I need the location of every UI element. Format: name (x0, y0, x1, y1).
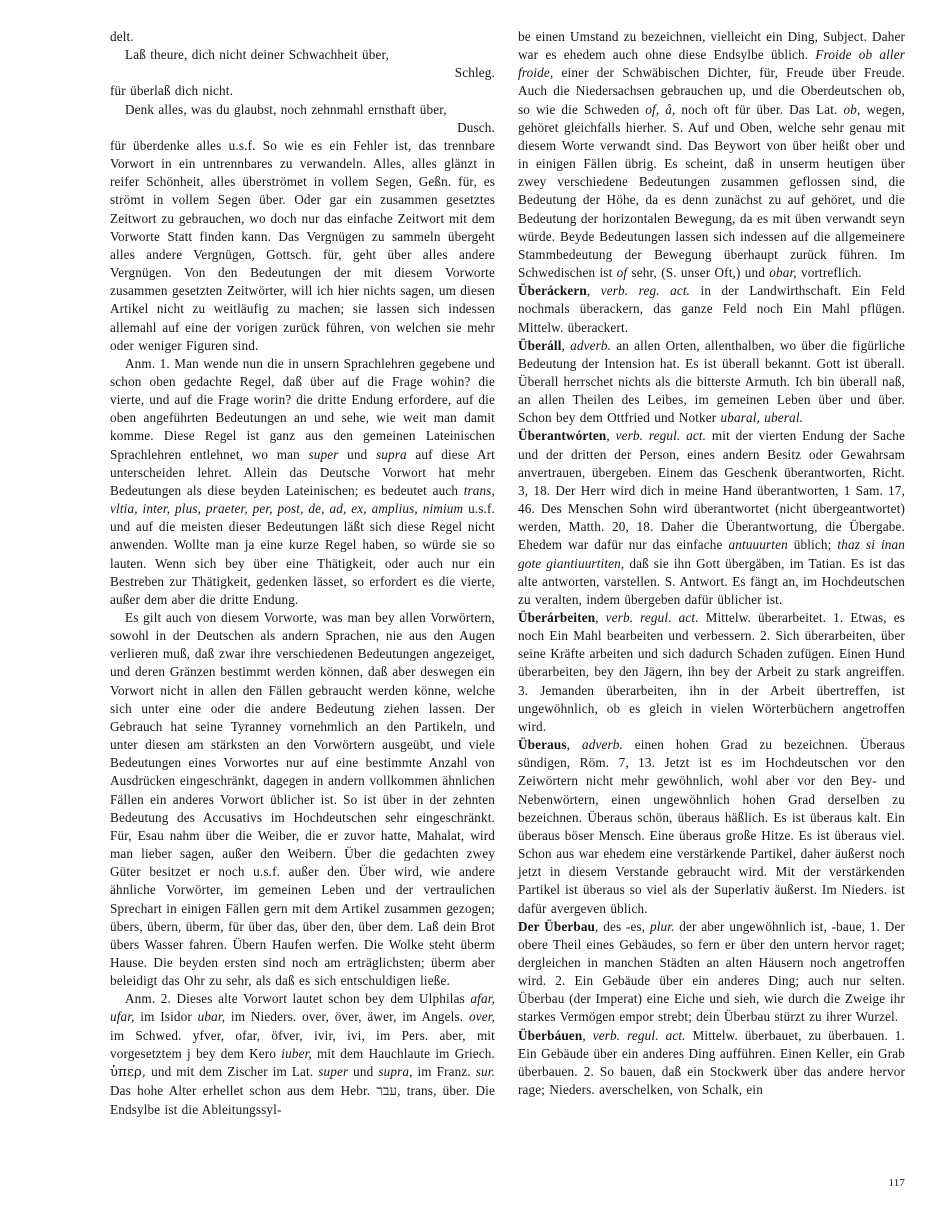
entry-ueberantworten: Überantwórten, verb. regul. act. mit der vierten Endung der Sache und der dritten der Person, eines andern Besitz oder Gewahrsam anvertrauen, übergeben. Einem das Geschenk überantworten, Richt. 3, 18. Der Herr wird dich in meine Hand überantworten, 1 Sam. 17, 46. Des Menschen Sohn wird überantwortet (nicht übergeantwortet) werden, Matth. 20, 18. Daher die Überantwortung, die Übergabe. Ehedem war dafür nur das einfache antuuurten üblich; thaz si inan gote giantiuurtiten, daß sie ihn Gott übergäben, im Tatian. Es ist das alte antworten, varstellen. S. Antwort. Es fängt an, im Hochdeutschen zu veralten, indem übergeben dafür üblicher ist. (518, 428, 906, 607)
quote-source: Dusch. (457, 119, 495, 135)
hebrew-word: עבר (376, 1084, 398, 1100)
old-quote: Froide ob aller froide, (518, 47, 905, 81)
quote-source: Schleg. (454, 65, 495, 81)
page-number: 117 (888, 1177, 905, 1189)
entry-text: mit der vierten Endung der Sache und der dritten der Person, eines andern Besitz oder Gewahrsam anvertrauen, übergeben. Einem das Geschenk überantworten, Richt. 3, 18. Der Herr wird dich in meine Hand überantworten, 1 Sam. 17, 46. Des Menschen Sohn wird überantwortet (nicht übergeantwortet) werden, Matth. 20, 18. Daher die Überantwortung, die Übergabe. Ehedem war dafür nur das einfache (518, 428, 905, 553)
text: und mit dem Zischer im Lat. (146, 1063, 319, 1079)
headword: Überantwórten (518, 428, 607, 444)
headword: Überbáuen (518, 1027, 583, 1043)
latin-word: ob, (843, 101, 861, 117)
right-column (518, 28, 905, 1099)
paragraph: für überlaß dich nicht. (110, 83, 234, 99)
paragraph: für überdenke alles u.s.f. So wie es ein Fehler ist, das trennbare Vorwort in ein untrennbares zu verwandeln. Alles, alles glänzt in reifer Schönheit, alles überströmet in vollem Segen, Geßn. für, es strömt in vollem Segen über. Oder gar ein zusammen gesetztes Zeitwort zu gebrauchen, wo doch nur das einfache Zeitwort mit dem Vorworte Statt finden kann. Das Vergnügen zu sammeln übergeht alles andere Vergnügen, Gottsch. für, geht über alles andere Vergnügen. Von den Bedeutungen der mit diesem Vorworte zusammen gesetzten Zeitwörter, will ich hier nichts sagen, um diesen Artikel nicht zu weitläufig zu machen; sie lassen sich indessen allemahl auf eine der vorigen zurück führen, von welchen sie mehr oder weniger Figuren sind. (110, 137, 495, 353)
headword: Überaus (518, 737, 567, 753)
entry-text: einen hohen Grad zu bezeichnen. Überaus sündigen, Röm. 7, 13. Jetzt ist es im Hochdeutschen vor den Zeiwörtern nicht mehr gewöhnlich, wohl aber vor den Bey- und Nebenwörtern, einen ungewöhnlich hohen Grad derselben zu bezeichnen. Überaus schön, überaus häßlich. Es ist überaus kalt. Ein überaus böser Mensch. Eine überaus große Hitze. Es ist überaus viel. Schon aus war ehedem eine verstärkende Partikel, daher äußerst noch jetzt in diesem Verstande gebraucht wird. Mit der verstärkenden Partikel ist überaus so viel als der Superlativ äußerst. Im Nieders. ist dafür avergeven üblich. (518, 737, 905, 916)
text: im Isidor (134, 1009, 198, 1025)
entry-text: der aber ungewöhnlich ist, -baue, 1. Der obere Theil eines Gebäudes, so fern er über den untern hervor raget; dergleichen in manchen Städten an alten Häusern noch angetroffen wird. 2. Ein Gebäude über ein anderes Ding; auch nur selten. Überbau (der Imperat) eine Eiche und sieh, wie durch die Zweige ihr starkes Vermögen empor strebt; dein Überbau stürzt zu ihrer Wurzel. (518, 918, 905, 1025)
headword: Überáckern (518, 283, 587, 299)
text: Das hohe Alter erhellet schon aus dem Hebr. (110, 1083, 377, 1099)
entry-text: üblich; (787, 537, 838, 553)
latin-list: trans, vltia, inter, plus, praeter, per, post, de, ad, ex, amplius, nimium (110, 482, 495, 517)
old-quote: thaz si inan gote giantiuurtiten, (518, 537, 906, 571)
entry-text: Mittelw. überarbeitet. 1. Etwas, es noch Ein Mahl bearbeiten und verbessern. 2. Sich überarbeiten, über seine Kräfte arbeiten und sich dadurch Schaden zufügen. Einen Hund überarbeiten, bey den Jägern, ihn bey der Arbeit zu stark angreiffen. 3. Jemanden überarbeiten, ihn in der Arbeit übertreffen, ist ungewöhnlich, ob es gleich in vielen Wörterbüchern angetroffen wird. (518, 610, 905, 734)
old-form: afar, ufar, (110, 991, 495, 1025)
annotation-1 (110, 355, 495, 609)
greek-word: ὑπερ, (110, 1064, 147, 1080)
swedish-word: obar, (769, 265, 797, 281)
entry-ueberaus: Überaus, adverb. einen hohen Grad zu bezeichnen. Überaus sündigen, Röm. 7, 13. Jetzt ist es im Hochdeutschen vor den Zeiwörtern nicht mehr gewöhnlich, wohl aber vor den Bey- und Nebenwörtern, einen ungewöhnlich hohen Grad derselben zu bezeichnen. Überaus schön, überaus häßlich. Es ist überaus kalt. Ein überaus böser Mensch. Eine überaus große Hitze. Es ist überaus viel. Schon aus war ehedem eine verstärkende Partikel, daher äußerst noch jetzt in diesem Verstande gebraucht wird. Mit der verstärkenden Partikel ist überaus so viel als der Superlativ äußerst. Im Nieders. ist dafür avergeven üblich. (518, 737, 905, 916)
swedish-word: of (616, 265, 628, 281)
latin-word: supra (375, 446, 407, 462)
text: , trans, über. Die Endsylbe ist die Ableitungssyl- (110, 1083, 495, 1118)
latin-word: super (318, 1063, 349, 1079)
quote-line: Laß theure, dich nicht deiner Schwachheit über, (125, 47, 389, 63)
old-form: antuuurten (728, 537, 788, 553)
quote-line: Denk alles, was du glaubst, noch zehnmahl ernsthaft über, (125, 101, 447, 117)
grammar-label: adverb. (581, 737, 623, 753)
grammar-label: adverb. (570, 337, 612, 353)
grammar-label: verb. regul. act. (615, 428, 707, 444)
text: noch oft für über. Das Lat. (675, 101, 844, 117)
text: Anm. 2. Dieses alte Vorwort lautet schon bey dem Ulphilas (125, 991, 471, 1007)
grammar-label: verb. regul. act. (592, 1027, 686, 1043)
continuation (518, 28, 905, 282)
entry-text: an allen Orten, allenthalben, wo über die figürliche Bedeutung der Intension hat. Es ist überall bekannt. Gott ist überall. Überall herrschet nichts als die bitterste Armuth. Ich bin überall naß, an allen Theilen des Leibes, im gemeinen Leben über und über. Schon bey dem Ottfried und Notker (518, 337, 905, 426)
entry-ueberarbeiten: Überárbeiten, verb. regul. act. Mittelw. überarbeitet. 1. Etwas, es noch Ein Mahl bearbeiten und verbessern. 2. Sich überarbeiten, über seine Kräfte arbeiten und sich dadurch Schaden zufügen. Einen Hund überarbeiten, bey den Jägern, ihn bey der Arbeit zu stark angreiffen. 3. Jemanden überarbeiten, ihn in der Arbeit übertreffen, ist ungewöhnlich, ob es gleich in vielen Wörterbüchern angetroffen wird. (518, 610, 905, 734)
grammar-label: plur. (649, 918, 675, 934)
old-form: ubaral, uberal. (720, 410, 804, 426)
entry-ueberbau (518, 918, 905, 1027)
old-form: ubar, (197, 1009, 226, 1025)
entry-text: in der Landwirthschaft. Ein Feld nochmals überackern, das ganze Feld noch Ein Mahl pflügen. Mittelw. überackert. (518, 283, 905, 335)
grammar-label: verb. reg. act. (600, 283, 691, 299)
old-form: iuber, (281, 1045, 312, 1061)
annotation-2 (110, 990, 495, 1119)
entry-ueberbauen: Überbáuen, verb. regul. act. Mittelw. überbauet, zu überbauen. 1. Ein Gebäude über ein anderes Ding aufführen. Einen Keller, ein Grab überbauen. 2. So bauen, daß ein Stockwerk über das andere hervor rage; Nieders. averschelken, von Schalk, ein (518, 1027, 905, 1098)
text: u.s.f. und auf die meisten dieser Bedeutungen läßt sich diese Regel nicht anwenden. Wollte man ja eine kurze Regel haben, so würde sie so lauten. Wenn sich bey über eine Thätigkeit, oder auch nur ein Bestreben zur Thätigkeit, gedenken lässet, so erfordert es die vierte, außer dem aber die dritte Endung. (110, 501, 495, 607)
text: und (338, 446, 376, 462)
text: im Nieders. over, över, äwer, im Angels. (225, 1009, 469, 1025)
left-column (110, 28, 495, 1119)
french-word: sur. (475, 1063, 495, 1079)
grammar-label: verb. regul. act. (605, 610, 699, 625)
swedish-word: of, å, (645, 101, 676, 117)
entry-ueberackern: Überáckern, verb. reg. act. in der Landwirthschaft. Ein Feld nochmals überackern, das ganze Feld noch Ein Mahl pflügen. Mittelw. überackert. (518, 283, 905, 335)
entry-text: , des -es, (595, 918, 650, 934)
latin-word: supra, (378, 1063, 413, 1079)
text: und (348, 1063, 379, 1079)
text: be einen Umstand zu bezeichnen, vielleicht ein Ding, Subject. Daher war es ehedem auch ohne diese Endsylbe üblich. (518, 29, 905, 63)
text: im Schwed. yfver, ofar, öfver, ivir, ivi, im Pers. aber, mit vorgesetztem j bey dem Kero (110, 1027, 495, 1061)
headword: Überárbeiten (518, 610, 596, 625)
text: vortreflich. (796, 265, 862, 281)
text: mit dem Hauchlaute im Griech. (311, 1045, 495, 1061)
text: wegen, gehöret gleichfalls hierher. S. Auf und Oben, welche sehr genau mit diesem Worte verwandt sind. Das Beywort von über heißt ober und in einigen Fällen übrig. Es scheint, daß in unserm heutigen über zwey verschiedene Bedeutungen zusammen geflossen sind, die Bedeutung der Höhe, da es denn zunächst zu auf gehöret, und die Bedeutung der horizontalen Bewegung, da es mit üben verwandt seyn würde. Beyde Bedeutungen lassen sich indessen auf die allgemeinere Stammbedeutung der Bewegung überhaupt zurück führen. Im Schwedischen ist (518, 101, 905, 281)
headword: Der Überbau (518, 918, 596, 934)
entry-text: daß sie ihn Gott übergäben, im Tatian. Es ist das alte antworten, varstellen. S. Antwort. Es fängt an, im Hochdeutschen zu veralten, indem übergeben dafür üblicher ist. (518, 555, 905, 607)
text: sehr, (S. unser Oft,) und (627, 265, 770, 281)
text: einer der Schwäbischen Dichter, für, Freude über Freude. Auch die Niedersachsen gebrauchen up, und die Oberdeutschen ob, so wie die Schweden (518, 65, 905, 117)
old-form: over, (468, 1009, 495, 1025)
entry-ueberall: Überáll, adverb. an allen Orten, allenthalben, wo über die figürliche Bedeutung der Intension hat. Es ist überall bekannt. Gott ist überall. Überall herrschet nichts als die bitterste Armuth. Ich bin überall naß, an allen Theilen des Leibes, im gemeinen Leben über und über. Schon bey dem Ottfried und Notker ubaral, uberal. (518, 337, 905, 426)
entry-text: Mittelw. überbauet, zu überbauen. 1. Ein Gebäude über ein anderes Ding aufführen. Einen Keller, ein Grab überbauen. 2. So bauen, daß ein Stockwerk über das andere hervor rage; Nieders. averschelken, von Schalk, ein (518, 1027, 905, 1098)
text: Anm. 1. Man wende nun die in unsern Sprachlehren gegebene und schon oben gedachte Regel, daß über auf die Frage wohin? die vierte, und auf die Frage worin? die dritte Endung erfordere, auf die oben angeführten Bedeutungen an und sehe, wie weit man damit komme. Diese Regel ist ganz aus den gemeinen Lateinischen Sprachlehren entlehnet, wo man (110, 355, 495, 462)
text: im Franz. (412, 1063, 476, 1079)
headword: Überáll (518, 337, 562, 353)
paragraph: Es gilt auch von diesem Vorworte, was man bey allen Vorwörtern, sowohl in der Deutschen als andern Sprachen, nie aus den Augen verlieren muß, daß zwar ihre verschiedenen Bedeutungen angezeiget, und deren Gränzen bestimmt werden können, daß aber deswegen ein Vorwort nicht in allen den Fällen gebraucht werden könne, welche sich unter eine oder die andere Bedeutung ziehen lassen. Der Gebrauch hat seine Tyranney vornehmlich an den Partikeln, und unter diesen am stärksten an den Vorwörtern ausgeübt, und viele Bedeutungen eines Vorwortes nur auf eine bestimmte Anzahl von Ausdrücken eingeschränkt, dagegen in andern vollkommen ähnlichen Fällen ein anderes Vorwort üblicher ist. So ist über in der zehnten Bedeutung des Accusativs im Hochdeutschen sehr eingeschränkt. Für, Esau nahm über die Weiber, die er zuvor hatte, Mahalat, wird man lieber sagen, außer den Weibern. Über die gedachten zwey Güter besitzet er noch u.s.f. außer den. Über wird, wie andere ähnliche Vorwörter, im gemeinen Leben und der vertraulichen Sprechart in einigen Fällen gern mit dem Artikel zusammen gezogen; übers, übern, überm, für über das, über den, über dem. Laß dein Brot übers Wasser fahren. Übern Haufen werfen. Die Wolke steht überm Hause. Die beyden ersten sind noch am erträglichsten; überm aber beleidigt das Ohr zu sehr, als daß es sich entschuldigen ließe. (110, 610, 495, 989)
paragraph: delt. (110, 29, 134, 44)
text: auf diese Art unterscheiden lehret. Allein das Deutsche Vorwort hat mehr Bedeutungen als diese beyden Lateinischen; es bedeutet auch (110, 446, 495, 498)
latin-word: super (308, 446, 339, 462)
